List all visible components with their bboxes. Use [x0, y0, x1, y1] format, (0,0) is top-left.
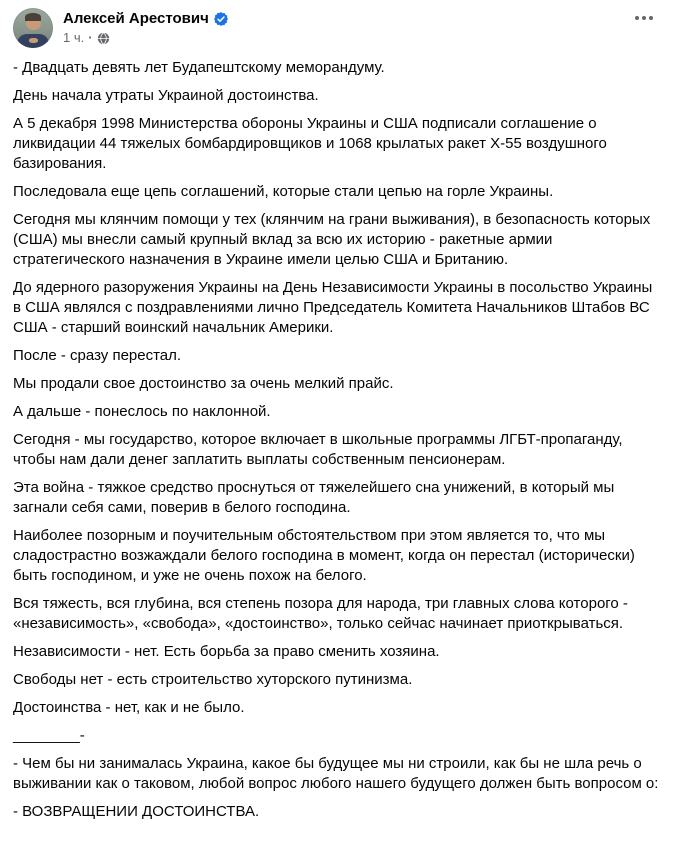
post-paragraph: Мы продали свое достоинство за очень мелкий прайс.	[13, 375, 394, 392]
post-meta	[63, 30, 228, 46]
post-header	[0, 0, 673, 50]
post-paragraph: Свободы нет - есть строительство хуторского путинизма.	[13, 671, 413, 688]
post-paragraph: До ядерного разоружения Украины на День Независимости Украины в посольство Украины в США являлся с поздравлениями лично Председатель Комитета Начальников Штабов ВС США - старший воинский начальник Америки.	[13, 279, 657, 336]
author-avatar[interactable]	[13, 8, 53, 48]
post-text	[0, 50, 673, 836]
header-text	[63, 8, 228, 46]
post-paragraph: - Чем бы ни занималась Украина, какое бы будущее мы ни строили, как бы не шла речь о выживании как о таковом, любой вопрос любого нашего будущего должен быть вопросом о:	[13, 755, 659, 792]
post-paragraph: А 5 декабря 1998 Министерства обороны Украины и США подписали соглашение о ликвидации 44 тяжелых бомбардировщиков и 1068 крылатых ракет Х-55 воздушного базирования.	[13, 115, 612, 172]
post-paragraph: ________-	[13, 727, 85, 744]
post-menu-button[interactable]	[631, 8, 657, 28]
post-paragraph: - ВОЗВРАЩЕНИИ ДОСТОИНСТВА.	[13, 803, 260, 820]
post-paragraph: Независимости - нет. Есть борьба за право сменить хозяина.	[13, 643, 440, 660]
author-name-link[interactable]: Алексей Арестович	[63, 10, 209, 27]
post-paragraph: А дальше - понеслось по наклонной.	[13, 403, 271, 420]
post-paragraph: - Двадцать девять лет Будапештскому меморандуму.	[13, 59, 385, 76]
post-paragraph: День начала утраты Украиной достоинства.	[13, 87, 319, 104]
post-paragraph: После - сразу перестал.	[13, 347, 182, 364]
verified-badge-icon	[214, 12, 228, 26]
meta-separator: ·	[88, 30, 93, 45]
post-paragraph: Сегодня мы клянчим помощи у тех (клянчим на грани выживания), в безопасность которых (США) мы внесли самый крупный вклад за всю их историю - ракетные армии стратегического назначения в Украине имели целью США и Британию.	[13, 211, 655, 268]
avatar-hair-shape	[25, 13, 41, 21]
avatar-hands-shape	[29, 38, 38, 43]
post-paragraph: Последовала еще цепь соглашений, которые стали цепью на горле Украины.	[13, 183, 554, 200]
ellipsis-horizontal-icon	[635, 16, 653, 20]
author-row	[63, 9, 228, 28]
globe-audience-icon	[97, 32, 110, 45]
post-paragraph: Достоинства - нет, как и не было.	[13, 699, 245, 716]
post-paragraph: Наиболее позорным и поучительным обстоятельством при этом является то, что мы сладострастно возжаждали белого господина в момент, когда он перестал (исторически) быть господином, и уже не очень похож на белого.	[13, 527, 640, 584]
timestamp-link[interactable]: 1 ч.	[63, 30, 85, 45]
post-paragraph: Сегодня - мы государство, которое включает в школьные программы ЛГБТ-пропаганду, чтобы нам дали денег заплатить выплаты собственным пенсионерам.	[13, 431, 627, 468]
post-paragraph: Эта война - тяжкое средство проснуться от тяжелейшего сна унижений, в который мы загнали себя сами, поверив в белого господина.	[13, 479, 619, 516]
post-paragraph: Вся тяжесть, вся глубина, вся степень позора для народа, три главных слова которого - «независимость», «свобода», «достоинство», только сейчас начинает приоткрываться.	[13, 595, 633, 632]
